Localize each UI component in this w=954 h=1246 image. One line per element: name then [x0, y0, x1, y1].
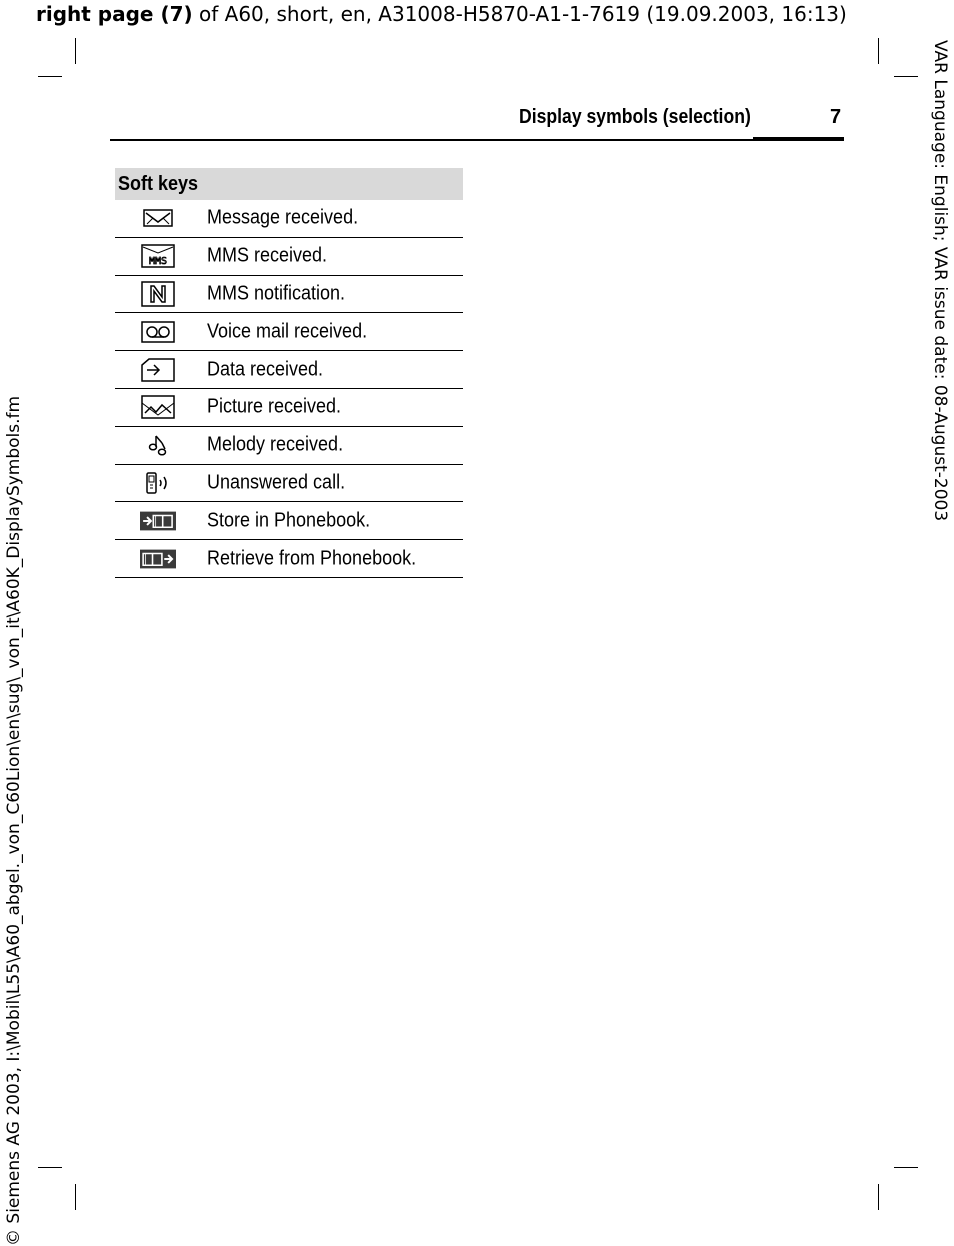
- crop-mark: [894, 76, 918, 77]
- picture-icon: [140, 394, 176, 420]
- table-heading: [115, 168, 463, 200]
- header-rule: [110, 139, 844, 141]
- row-label: Data received.: [207, 358, 324, 381]
- soft-keys-table: [115, 168, 463, 578]
- row-label: Retrieve from Phonebook.: [207, 547, 417, 570]
- crop-mark: [75, 1184, 76, 1210]
- voicemail-icon: [140, 319, 176, 345]
- mms-notification-icon: [140, 281, 176, 307]
- crop-mark: [38, 76, 62, 77]
- page-title: Display symbols (selection): [519, 106, 751, 128]
- table-row: [115, 313, 463, 351]
- crop-mark: [894, 1167, 918, 1168]
- header-rule-accent: [753, 137, 844, 141]
- row-label: Unanswered call.: [207, 471, 346, 494]
- row-label: Store in Phonebook.: [207, 509, 371, 532]
- table-row: [115, 465, 463, 503]
- page-number: 7: [830, 106, 842, 128]
- table-row: [115, 351, 463, 389]
- row-label: MMS received.: [207, 244, 328, 267]
- crop-mark: [878, 38, 879, 64]
- melody-icon: [140, 432, 176, 458]
- table-row: [115, 200, 463, 238]
- retrieve-phonebook-icon: [140, 546, 176, 572]
- file-path-text: © Siemens AG 2003, I:\Mobil\L55\A60_abgel._von_C60Lion\en\sug\_von_it\A60K_DisplaySymbols.fm: [4, 395, 24, 1246]
- store-phonebook-icon: [140, 508, 176, 534]
- table-row: [115, 540, 463, 578]
- table-row: [115, 427, 463, 465]
- row-label: MMS notification.: [207, 282, 346, 305]
- slug-rest: of A60, short, en, A31008-H5870-A1-1-7619 (19.09.2003, 16:13): [192, 2, 847, 26]
- svg-text:MMS: MMS: [148, 256, 168, 268]
- row-label: Message received.: [207, 206, 359, 229]
- table-heading-text: Soft keys: [118, 173, 199, 195]
- row-label: Melody received.: [207, 433, 344, 456]
- table-row: [115, 389, 463, 427]
- table-row: [115, 502, 463, 540]
- file-path-note: [4, 395, 28, 1246]
- var-language-text: VAR Language: English; VAR issue date: 08-August-2003: [930, 40, 950, 522]
- table-row: [115, 276, 463, 314]
- row-label: Voice mail received.: [207, 320, 368, 343]
- mms-icon: [140, 243, 176, 269]
- crop-mark: [878, 1184, 879, 1210]
- slug-bold: right page (7): [36, 2, 193, 26]
- row-label: Picture received.: [207, 395, 342, 418]
- crop-mark: [38, 1167, 62, 1168]
- crop-mark: [75, 38, 76, 64]
- data-icon: [140, 357, 176, 383]
- table-row: [115, 238, 463, 276]
- var-language-note: [928, 40, 952, 522]
- unanswered-call-icon: [140, 470, 176, 496]
- envelope-icon: [140, 205, 176, 231]
- page-slug: [36, 2, 847, 26]
